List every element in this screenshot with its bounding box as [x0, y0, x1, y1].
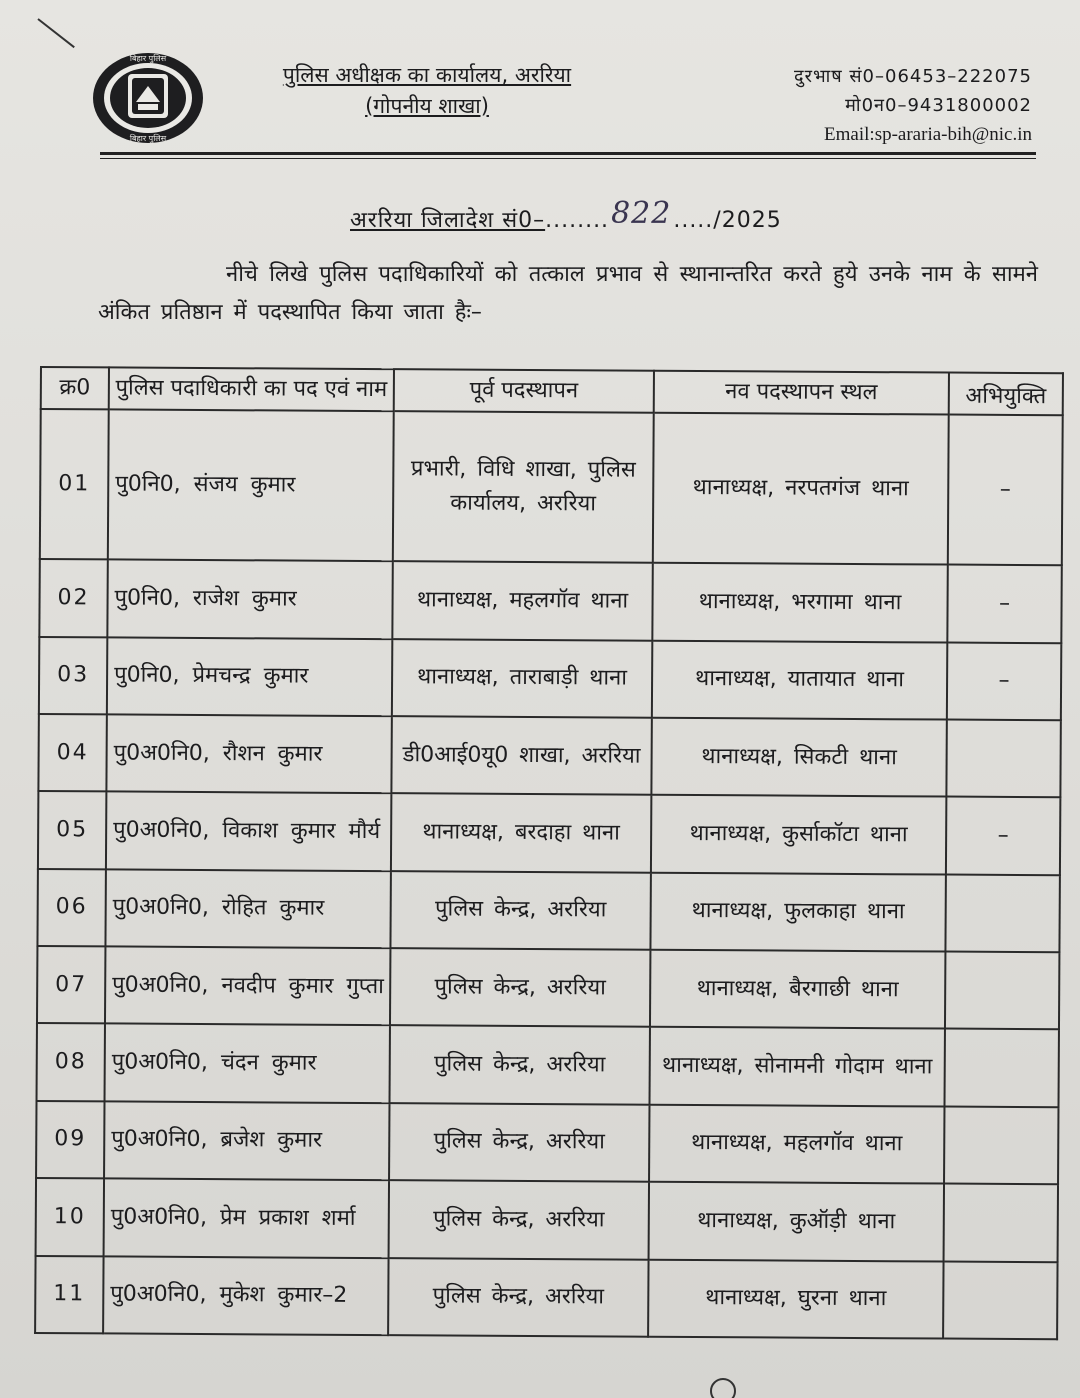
- row-name: पु0नि0, प्रेमचन्द्र कुमार: [107, 637, 392, 716]
- row-new-posting: थानाध्यक्ष, सोनामनी गोदाम थाना: [649, 1027, 944, 1106]
- row-previous-posting: पुलिस केन्द्र, अररिया: [389, 1180, 649, 1259]
- row-new-posting: थानाध्यक्ष, भरगामा थाना: [652, 563, 947, 642]
- table-row: [39, 637, 1061, 721]
- row-previous-posting: पुलिस केन्द्र, अररिया: [390, 948, 650, 1027]
- header-divider-thin: [100, 158, 1036, 159]
- row-sn: 04: [38, 714, 106, 792]
- row-remarks: –: [946, 797, 1060, 875]
- table-row: [40, 409, 1063, 566]
- row-previous-posting: प्रभारी, विधि शाखा, पुलिस कार्यालय, अररिया: [393, 411, 654, 563]
- row-remarks: [945, 952, 1059, 1030]
- table-row: [38, 791, 1060, 875]
- row-name: पु0अ0नि0, मुकेश कुमार–2: [103, 1256, 388, 1335]
- header-previous-posting: पूर्व पदस्थापन: [394, 369, 654, 413]
- row-sn: 08: [37, 1023, 105, 1101]
- row-new-posting: थानाध्यक्ष, सिकटी थाना: [651, 718, 946, 797]
- row-name: पु0अ0नि0, ब्रजेश कुमार: [104, 1101, 389, 1180]
- order-dots-after: .....: [673, 208, 714, 233]
- table-row: [35, 1255, 1057, 1339]
- office-heading: [262, 60, 592, 122]
- contact-block: [794, 62, 1032, 149]
- row-remarks: [945, 874, 1059, 952]
- row-previous-posting: पुलिस केन्द्र, अररिया: [390, 871, 650, 950]
- header-name: पुलिस पदाधिकारी का पद एवं नाम: [109, 367, 394, 411]
- row-name: पु0अ0नि0, विकाश कुमार मौर्य: [106, 792, 391, 871]
- pen-stroke: [37, 18, 74, 48]
- order-number-handwritten: 822: [611, 196, 672, 231]
- row-name: पु0अ0नि0, रौशन कुमार: [106, 715, 391, 794]
- order-prefix: अररिया जिलादेश सं0–: [350, 208, 546, 233]
- police-emblem-icon: [90, 50, 206, 146]
- row-name: पु0अ0नि0, नवदीप कुमार गुप्ता: [105, 947, 390, 1026]
- table-row: [37, 1023, 1059, 1107]
- table-row: [39, 559, 1061, 643]
- row-remarks: [946, 720, 1060, 798]
- row-previous-posting: पुलिस केन्द्र, अररिया: [389, 1103, 649, 1182]
- transfer-table: [34, 366, 1064, 1340]
- row-new-posting: थानाध्यक्ष, घुरना थाना: [648, 1259, 943, 1338]
- row-sn: 09: [36, 1101, 104, 1179]
- row-new-posting: थानाध्यक्ष, कुऑड़ी थाना: [649, 1182, 944, 1261]
- emblem-top-text: बिहार पुलिस: [129, 54, 167, 63]
- row-remarks: –: [947, 565, 1061, 643]
- row-new-posting: थानाध्यक्ष, महलगॉव थाना: [649, 1105, 944, 1184]
- row-new-posting: थानाध्यक्ष, फुलकाहा थाना: [650, 873, 945, 952]
- intro-paragraph: नीचे लिखे पुलिस पदाधिकारियों को तत्काल प्रभाव से स्थानान्तरित करते हुये उनके नाम के सामने अंकित प्रतिष्ठान में पदस्थापित किया जाता हैः–: [98, 262, 1038, 325]
- phone-number: दुरभाष सं0–06453–222075: [794, 66, 1032, 87]
- row-sn: 10: [36, 1178, 104, 1256]
- row-previous-posting: थानाध्यक्ष, महलगॉव थाना: [392, 562, 652, 641]
- row-previous-posting: डी0आई0यू0 शाखा, अररिया: [391, 716, 651, 795]
- table-header-row: [41, 367, 1063, 415]
- row-previous-posting: थानाध्यक्ष, ताराबाड़ी थाना: [392, 639, 652, 718]
- row-new-posting: थानाध्यक्ष, नरपतगंज थाना: [653, 413, 949, 565]
- row-remarks: [944, 1184, 1058, 1262]
- table-row: [37, 946, 1059, 1030]
- office-section: (गोपनीय शाखा): [365, 94, 489, 118]
- row-new-posting: थानाध्यक्ष, बैरगाछी थाना: [650, 950, 945, 1029]
- row-name: पु0अ0नि0, रोहित कुमार: [105, 869, 390, 948]
- header-remarks: अभियुक्ति: [949, 373, 1063, 416]
- email-address: Email:sp-araria-bih@nic.in: [824, 124, 1032, 145]
- row-remarks: [944, 1106, 1058, 1184]
- row-remarks: –: [948, 415, 1063, 566]
- header-divider: [100, 152, 1036, 155]
- row-name: पु0नि0, राजेश कुमार: [107, 560, 392, 639]
- table-row: [36, 1101, 1058, 1185]
- row-sn: 02: [39, 559, 107, 637]
- office-name: पुलिस अधीक्षक का कार्यालय, अररिया: [282, 63, 572, 87]
- row-previous-posting: पुलिस केन्द्र, अररिया: [388, 1258, 648, 1337]
- row-new-posting: थानाध्यक्ष, कुर्साकॉटा थाना: [651, 795, 946, 874]
- mobile-number: मो0न0–9431800002: [845, 95, 1032, 116]
- row-sn: 03: [39, 637, 107, 715]
- row-previous-posting: थानाध्यक्ष, बरदाहा थाना: [391, 794, 651, 873]
- row-sn: 07: [37, 946, 105, 1024]
- row-remarks: [943, 1261, 1057, 1339]
- row-new-posting: थानाध्यक्ष, यातायात थाना: [652, 640, 947, 719]
- emblem-bottom-text: बिहार पुलिस: [129, 134, 167, 143]
- row-sn: 11: [35, 1255, 103, 1333]
- header-sn: क्र0: [41, 367, 109, 409]
- row-name: पु0नि0, संजय कुमार: [108, 409, 394, 561]
- order-number-line: [350, 196, 782, 235]
- row-sn: 01: [40, 409, 109, 560]
- row-remarks: –: [947, 642, 1061, 720]
- page-edge-mark: [710, 1378, 736, 1398]
- table-body: [35, 409, 1063, 1339]
- table-row: [38, 714, 1060, 798]
- row-remarks: [944, 1029, 1058, 1107]
- order-year: /2025: [713, 208, 782, 233]
- row-sn: 06: [37, 869, 105, 947]
- table-row: [36, 1178, 1058, 1262]
- row-name: पु0अ0नि0, चंदन कुमार: [105, 1024, 390, 1103]
- order-dots-before: ........: [545, 208, 610, 233]
- row-name: पु0अ0नि0, प्रेम प्रकाश शर्मा: [104, 1179, 389, 1258]
- header-new-posting: नव पदस्थापन स्थल: [654, 371, 949, 415]
- row-sn: 05: [38, 791, 106, 869]
- row-previous-posting: पुलिस केन्द्र, अररिया: [390, 1026, 650, 1105]
- table-row: [37, 869, 1059, 953]
